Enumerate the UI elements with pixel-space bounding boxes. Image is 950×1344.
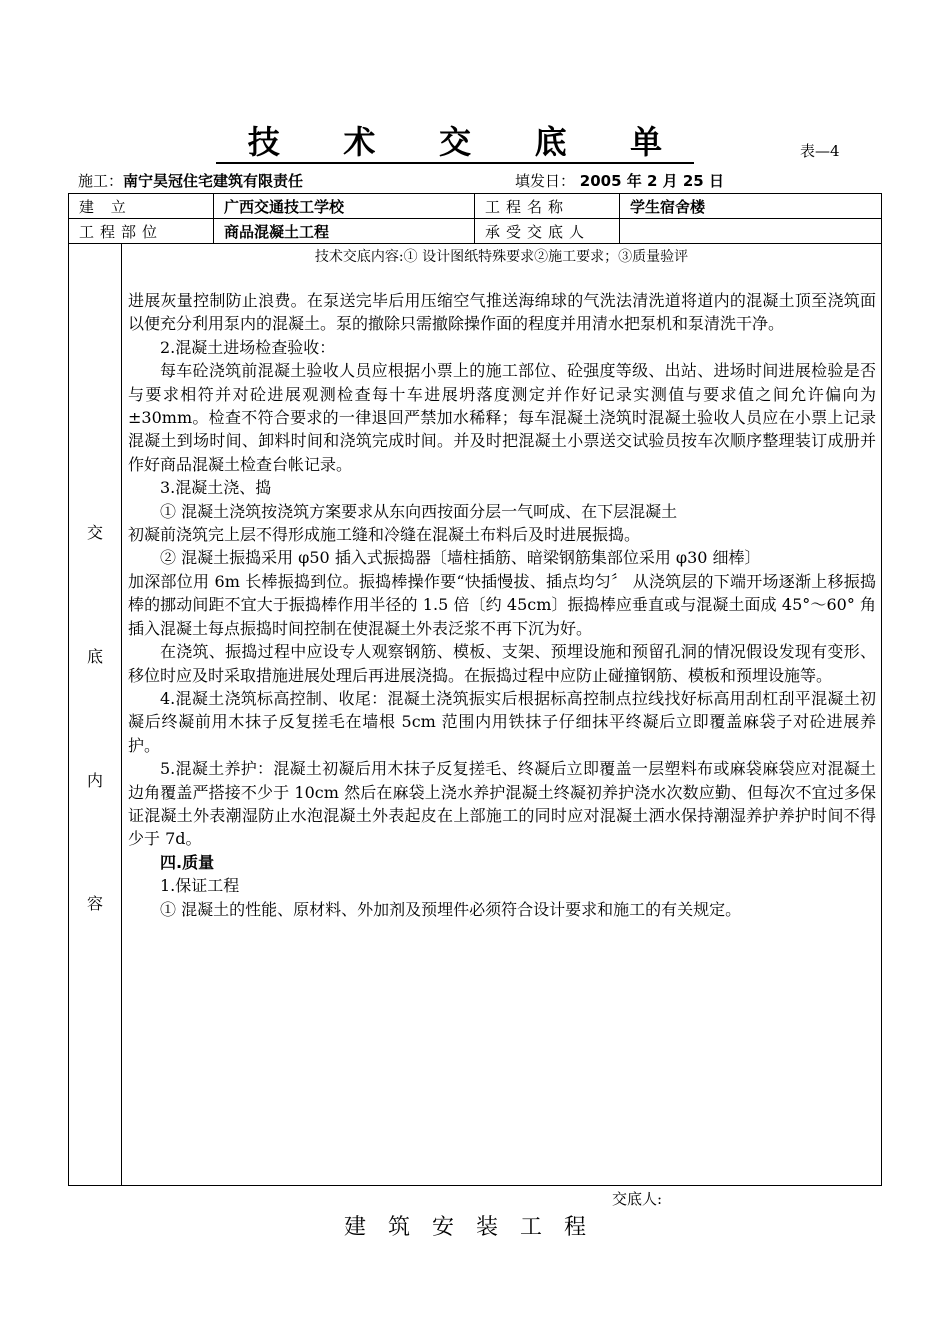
header-row [69, 219, 882, 244]
header-value: 商品混凝土工程 [214, 219, 475, 244]
header-label: 工程名称 [475, 194, 620, 219]
date-label: 填发日： [515, 172, 576, 190]
side-label-char: 底 [86, 647, 103, 666]
side-label-char: 内 [86, 771, 103, 790]
date-line [515, 170, 724, 191]
title-char: 术 [343, 123, 376, 161]
paragraph: 1.保证工程 [160, 876, 240, 896]
title-char: 底 [534, 123, 567, 161]
paragraph: 进展灰量控制防止浪费。在泵送完毕后用压缩空气推送海绵球的气洗法清洗道将道内的混凝土顶至浇筑面以便充分利用泵内的混凝土。泵的撤除只需撤除操作面的程度并用清水把泵机和泵清洗干净。 [128, 291, 876, 334]
content-area [122, 243, 881, 269]
document-title [216, 120, 694, 164]
header-label: 建 立 [69, 194, 214, 219]
header-value: 广西交通技工学校 [214, 194, 475, 219]
content-subheading: 技术交底内容:① 设计图纸特殊要求②施工要求；③质量验评 [314, 249, 689, 265]
handover-signature-label: 交底人: [612, 1190, 663, 1208]
contractor-line [78, 170, 303, 191]
section-heading: 四.质量 [160, 852, 215, 872]
date-value: 2005 年 2 月 25 日 [579, 172, 724, 190]
header-label: 工程部位 [69, 219, 214, 244]
paragraph: 初凝前浇筑完上层不得形成施工缝和冷缝在混凝土布料后及时进展振捣。 [128, 525, 641, 545]
title-char: 单 [630, 123, 663, 161]
paragraph: 3.混凝土浇、捣 [160, 478, 272, 498]
side-label-char: 交 [86, 523, 103, 542]
header-value: 学生宿舍楼 [620, 194, 882, 219]
paragraph: ① 混凝土的性能、原材料、外加剂及预埋件必须符合设计要求和施工的有关规定。 [160, 899, 742, 919]
paragraph: 每车砼浇筑前混凝土验收人员应根据小票上的施工部位、砼强度等级、出站、进场时间进展检验是否与要求相符并对砼进展观测检查每十车进展坍落度测定并作好记录实测值与要求值之间允许偏向为±30mm。检查不符合要求的一律退回严禁加水稀释；每车混凝土浇筑时混凝土验收人员应在小票上记录混凝土到场时间、卸料时间和浇筑完成时间。并及时把混凝土小票送交试验员按车次顺序整理装订成册并作好商品混凝土检查台帐记录。 [128, 361, 876, 474]
paragraph: 加深部位用 6m 长棒振捣到位。振捣棒操作要“快插慢拔、插点均匀〞 从浇筑层的下端开场逐渐上移振捣棒的挪动间距不宜大于振捣棒作用半径的 1.5 倍〔约 45cm〕振捣棒应垂直或与混凝土面成 45°～60° 角插入混凝土每点振捣时间控制在使混凝土外表泛浆不再下沉为好。 [128, 571, 876, 638]
contractor-value: 南宁昊冠住宅建筑有限责任 [123, 172, 304, 190]
form-number: 表—4 [800, 142, 840, 160]
header-value [620, 219, 882, 244]
content-box [68, 243, 882, 1186]
title-char: 技 [247, 123, 280, 161]
header-row [69, 194, 882, 219]
paragraph: 2.混凝土进场检查验收： [160, 337, 336, 357]
header-table [68, 193, 882, 244]
contractor-label: 施工： [78, 172, 124, 190]
side-label-char: 容 [86, 894, 103, 913]
side-label-column [69, 243, 122, 1185]
footer-text: 建筑安装工程 [344, 1215, 609, 1240]
paragraph: 4.混凝土浇筑标高控制、收尾：混凝土浇筑振实后根据标高控制点拉线找好标高用刮杠刮平混凝土初凝后终凝前用木抹子反复搓毛在墙根 5cm 范围内用铁抹子仔细抹平终凝后立即覆盖麻袋子对砼进展养护。 [128, 688, 876, 755]
paragraph: 5.混凝土养护：混凝土初凝后用木抹子反复搓毛、终凝后立即覆盖一层塑料布或麻袋麻袋应对混凝土边角覆盖严搭接不少于 10cm 然后在麻袋上浇水养护混凝土终凝初养护浇水次数应勤、但每次不宜过多保证混凝土外表潮湿防止水泡混凝土外表起皮在上部施工的同时应对混凝土洒水保持潮湿养护养护时间不得少于 7d。 [128, 759, 876, 849]
title-char: 交 [438, 123, 471, 161]
paragraph: ② 混凝土振捣采用 φ50 插入式振捣器〔墙柱插筋、暗梁钢筋集部位采用 φ30 细棒〕 [160, 548, 761, 568]
content-text [128, 289, 876, 921]
paragraph: ① 混凝土浇筑按浇筑方案要求从东向西按面分层一气呵成、在下层混凝土 [160, 501, 678, 521]
paragraph: 在浇筑、振捣过程中应设专人观察钢筋、模板、支架、预埋设施和预留孔洞的情况假设发现有变形、移位时应及时采取措施进展处理后再进展浇捣。在振捣过程中应防止碰撞钢筋、模板和预埋设施等。 [128, 642, 876, 685]
header-label: 承受交底人 [475, 219, 620, 244]
